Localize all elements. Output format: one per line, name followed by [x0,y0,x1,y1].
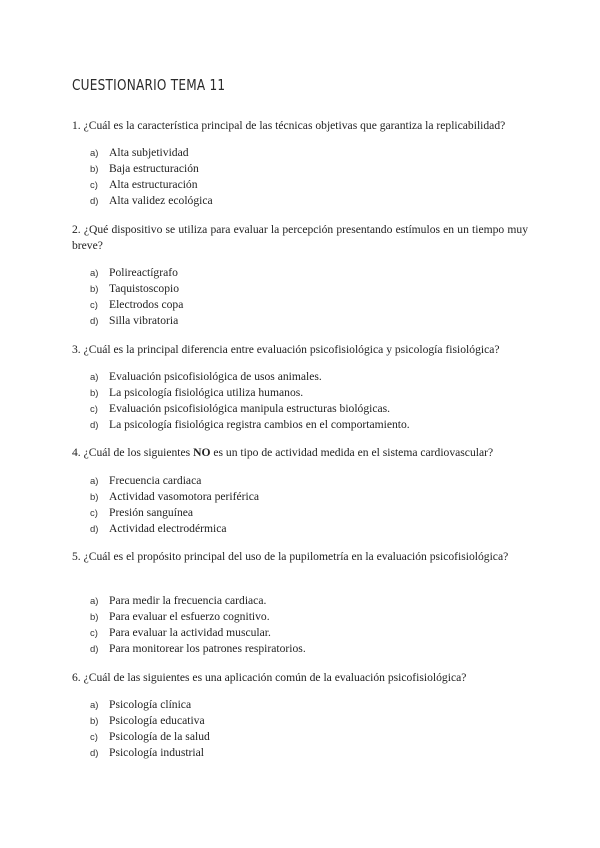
option-letter: a) [90,372,99,383]
question-2-options [90,265,183,329]
option-text: Actividad vasomotora periférica [109,490,260,503]
page-title: CUESTIONARIO TEMA 11 [72,76,226,94]
option-text: Psicología de la salud [109,730,210,743]
option-5c [90,625,306,641]
option-text: Psicología clínica [109,698,192,711]
option-text: Electrodos copa [109,298,184,311]
option-letter: c) [90,732,98,743]
question-2: 2. ¿Qué dispositivo se utiliza para evaluar la percepción presentando estímulos en un tiempo muy breve? [72,223,528,252]
option-letter: d) [90,748,99,759]
option-text: Polireactígrafo [109,266,178,279]
option-text: Alta estructuración [109,178,198,191]
option-letter: b) [90,164,99,175]
option-letter: b) [90,716,99,727]
option-letter: d) [90,524,99,535]
question-4-text-start: 4. ¿Cuál de los siguientes [72,446,194,459]
question-6: 6. ¿Cuál de las siguientes es una aplicación común de la evaluación psicofisiológica? [72,671,467,684]
option-4d [90,521,259,537]
question-3: 3. ¿Cuál es la principal diferencia entre evaluación psicofisiológica y psicología fisiológica? [72,343,500,356]
option-text: La psicología fisiológica registra cambios en el comportamiento. [109,418,410,431]
question-1-options [90,145,213,209]
option-3c [90,401,410,417]
option-2d [90,313,183,329]
option-2a [90,265,183,281]
option-letter: d) [90,316,99,327]
option-letter: c) [90,628,98,639]
option-1b [90,161,213,177]
option-letter: b) [90,492,99,503]
option-letter: a) [90,596,99,607]
option-6c [90,729,210,745]
option-text: Silla vibratoria [109,314,179,327]
option-4b [90,489,259,505]
option-5a [90,593,306,609]
option-1c [90,177,213,193]
option-text: Actividad electrodérmica [109,522,227,535]
option-letter: d) [90,196,99,207]
option-text: Para monitorear los patrones respiratorios. [109,642,306,655]
option-1d [90,193,213,209]
option-text: La psicología fisiológica utiliza humanos. [109,386,304,399]
option-2c [90,297,183,313]
question-5-options [90,593,306,657]
option-letter: a) [90,148,99,159]
question-4-emphasis: NO [193,446,211,459]
option-text: Psicología educativa [109,714,205,727]
option-6b [90,713,210,729]
question-4 [72,445,528,461]
option-letter: c) [90,508,98,519]
option-text: Para evaluar el esfuerzo cognitivo. [109,610,270,623]
question-6-options [90,697,210,761]
option-letter: d) [90,644,99,655]
option-text: Psicología industrial [109,746,204,759]
option-3b [90,385,410,401]
option-text: Evaluación psicofisiológica de usos animales. [109,370,322,383]
question-4-options [90,473,259,537]
option-letter: c) [90,300,98,311]
option-5d [90,641,306,657]
option-2b [90,281,183,297]
option-1a [90,145,213,161]
option-3d [90,417,410,433]
option-text: Para medir la frecuencia cardiaca. [109,594,267,607]
option-letter: a) [90,700,99,711]
option-text: Evaluación psicofisiológica manipula estructuras biológicas. [109,402,391,415]
option-text: Baja estructuración [109,162,199,175]
question-3-options [90,369,410,433]
option-letter: d) [90,420,99,431]
option-letter: b) [90,388,99,399]
option-letter: a) [90,476,99,487]
option-letter: b) [90,284,99,295]
option-5b [90,609,306,625]
option-text: Alta subjetividad [109,146,189,159]
option-4c [90,505,259,521]
option-text: Para evaluar la actividad muscular. [109,626,271,639]
option-6d [90,745,210,761]
option-letter: a) [90,268,99,279]
option-text: Taquistoscopio [109,282,180,295]
option-4a [90,473,259,489]
question-4-text-end: es un tipo de actividad medida en el sistema cardiovascular? [210,446,494,459]
option-6a [90,697,210,713]
question-1: 1. ¿Cuál es la característica principal de las técnicas objetivas que garantiza la replicabilidad? [72,119,506,132]
option-text: Presión sanguínea [109,506,194,519]
option-text: Frecuencia cardiaca [109,474,202,487]
question-5: 5. ¿Cuál es el propósito principal del uso de la pupilometría en la evaluación psicofisiológica? [72,550,509,563]
option-3a [90,369,410,385]
option-letter: c) [90,404,98,415]
option-letter: c) [90,180,98,191]
option-letter: b) [90,612,99,623]
option-text: Alta validez ecológica [109,194,213,207]
